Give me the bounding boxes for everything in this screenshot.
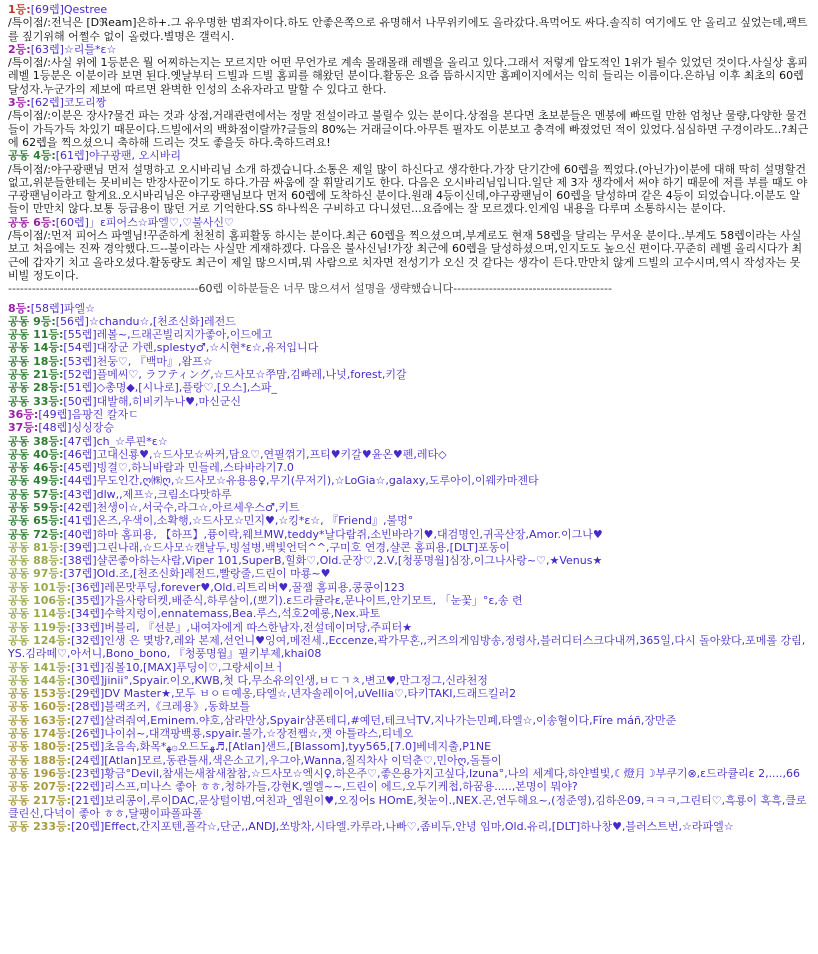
list-item <box>8 408 810 421</box>
guild-names: [48렙]싱싱장승 <box>38 421 115 435</box>
list-item <box>8 727 810 740</box>
rank-label: 공동 81등: <box>8 540 64 554</box>
guild-name: [69렙]Qestree <box>30 3 108 16</box>
list-item <box>8 315 810 328</box>
list-item <box>8 368 810 381</box>
guild-name: [60렙]」ε피어스☆파엘♡,♡불사신♡ <box>55 215 234 229</box>
rank-label: 공동 124등: <box>8 633 72 647</box>
rank-entry-description: /특이점/:먼저 피어스 파엘님!꾸준하게 천천히 홈피활동 하시는 분이다.최근 60렙을 찍으셨으며,부계로도 현재 58렙을 달리는 무서운 분이다..부계도 58렙이라는 사실 보고 처음에는 진짜 경악했다.드--불이라는 사실만 게재하겠다. 다음은 불사신님!가장 최근에 60렙을 달성하셨으며,인지도도 높으신 편이다.꾸준히 레벨 올리시다가 최근에 갑자기 치고 올라오셨다.활동량도 최근이 제일 많으시며,뭐 사람으로 치자면 전성기가 오신 것 같다는 생각이 든다.만만치 않게 드빌의 고수시며,역시 작성자는 못 비빌 정도이다. <box>8 229 803 282</box>
guild-names: [21렙]보리콩이,루이DAC,문상털이범,여친과_엠원이♥,오징어s HOmE,첫눈이.,NEX.곤,연두해요~,(정준영),김하은09,ㅋㅋㅋ,그린티♡,흑룡이 혹흑,클로클린신,다넉이 좋아 ㅎㅎ,달팽이파폴파폴 <box>8 793 807 820</box>
list-item <box>8 634 810 661</box>
list-item <box>8 607 810 620</box>
guild-name: [62렙]코도리짱 <box>30 96 107 110</box>
guild-names: [39렙]그린나래,☆드사모☆캔날두,빙설병,백빛언덕^^,구미호 연경,샬콘 홈피용,[DLT]포동이 <box>63 540 510 554</box>
guild-name: [61렙]야구광팬, 오시바리 <box>55 149 181 163</box>
rank-entry-description: /특이점/:사실 위에 1등분은 뭘 어찌하는지는 모르지만 어떤 무언가로 계속 몰래몰래 레벨을 올리고 있다.그래서 저렇게 압도적인 1위가 될수 있었던 것이다.사실상 홈피 레벨 1등분은 이분이라 보면 된다.옛날부터 드빌과 드빌 홈피를 해왔던 분이다.활동은 요즘 뜸하시지만 홈페이지에서는 익히 들리는 이름이다.은하님 이후 최초의 60렙 달성자.누군가의 제보에 따르면 완벽한 인성의 소유자라고 말할 수 있다고 한다. <box>8 56 808 96</box>
rank-label: 공동 88등: <box>8 554 64 568</box>
guild-names: [33렙]버블리, 『선분』,내여자에게 따스한남자,전설데이머당,주피터★ <box>71 620 413 634</box>
guild-names: [29렙]DV Master★,모두 ㅂㅇㅌ예옹,타엘☆,년자솔레이어,uVellia♡,타키TAKI,드래드킬러2 <box>71 687 517 701</box>
section-separator: ------------------------------------------------60렙 이하분들은 너무 많으셔서 설명을 생략했습니다---------------------------------------- <box>8 282 612 296</box>
rank-label: 3등: <box>8 96 31 110</box>
rank-label: 공동 59등: <box>8 500 64 514</box>
guild-names: [54렙]대장군 가렌,splesty♂,☆시현*ε☆,유저입니다 <box>63 341 319 355</box>
guild-names: [30렙]jinii°,Spyair.이오,KWB,첫 다,무소유의인생,ㅂㄷㄱㅊ,변고♥,만그정그,신라천정 <box>71 673 488 687</box>
guild-names: [20렙]Effect,간지포텐,폴각☆,단군,,ANDJ,쏘방차,시타엘.카루라,나빠♡,좀비두,안녕 임마,Old.유리,[DLT]하나창♥,블러스트번,☆라파엘☆ <box>71 820 734 834</box>
rank-label: 공동 72등: <box>8 527 64 541</box>
rank-label: 공동 233등: <box>8 820 72 834</box>
rank-label: 공동 4등: <box>8 149 56 163</box>
list-item <box>8 794 810 821</box>
list-item <box>8 754 810 767</box>
rank-entry-heading <box>8 216 810 229</box>
guild-names: [42렙]천생이☆,서국수,라그☆,아르세우스♂,키트 <box>63 500 300 514</box>
rank-label: 8등: <box>8 301 31 315</box>
guild-names: [56렙]☆chandu☆,[천조신화]레전드 <box>55 314 236 328</box>
rank-label: 공동 174등: <box>8 727 72 741</box>
guild-names: [51렙]◇총명◆,[시나로],플랑♡,[오스],스파_ <box>63 381 277 395</box>
list-item <box>8 700 810 713</box>
list-item <box>8 554 810 567</box>
list-item <box>8 780 810 793</box>
rank-label: 2등: <box>8 42 31 56</box>
list-item <box>8 581 810 594</box>
list-item <box>8 474 810 487</box>
guild-names: [34렙]수학지렁이,ennatemass,Bea.루스,석호2예롱,Nex.파토 <box>71 607 381 621</box>
guild-names: [49렙]음팡진 칼자ㄷ <box>38 407 139 421</box>
rank-entry-heading <box>8 96 810 109</box>
rank-label: 36등: <box>8 407 39 421</box>
rank-label: 공동 28등: <box>8 381 64 395</box>
list-item <box>8 435 810 448</box>
rank-label: 공동 153등: <box>8 687 72 701</box>
rank-entry-description: /특이점/:이분은 장사?물건 파는 것과 상점,거래관련에서는 정말 전설이라고 불릴수 있는 분이다.상점을 본다면 초보분들은 멘붕에 빠뜨릴 만한 엄청난 물량,다양한 물건들이 가득가득 차있기 때문이다.드빌에서의 백화점이랄까?글들의 80%는 거래글이다.아무튼 필자도 이분보고 충격에 빠졌었던 적이 있었다.심심하면 구경이라도..?최근에 62렙을 찍으셨으니 축하해 드리는 것도 좋을듯 하다.축하드려요! <box>8 109 809 149</box>
guild-names: [36렙]레몬맛푸딩,forever♥,Old.리트리버♥,꿀잼 홈피용,콩콩이123 <box>71 580 405 594</box>
rank-label: 공동 207등: <box>8 780 72 794</box>
list-item <box>8 421 810 434</box>
rank-label: 공동 160등: <box>8 700 72 714</box>
list-item <box>8 621 810 634</box>
guild-names: [24렙][Atlan]모르,동관틀새,색은소고기,우그아,Wanna,칠직차사 이덕춘♡,민아ღ,돌틀이 <box>71 753 502 767</box>
guild-names: [46렙]고대신룡♥,☆드사모☆싸커,담요♡,연필꺾기,프티♥키갈♥윤온♥펜,레타◇ <box>63 447 447 461</box>
guild-names: [31렙]짐볼10,[MAX]푸딩이♡,그랑세이브ㅓ <box>71 660 286 674</box>
rank-entry-heading <box>8 43 810 56</box>
list-item <box>8 461 810 474</box>
rank-label: 37등: <box>8 421 39 435</box>
list-item <box>8 514 810 527</box>
rank-label: 공동 57등: <box>8 487 64 501</box>
rank-label: 공동 6등: <box>8 215 56 229</box>
guild-names: [32렙]인생 은 몇방?,레와 본제,선언니♥잉여,메전세.,Eccenze,곽가무혼,,커즈의게임방송,정령사,블러디터스크다내꺼,365일,다시 돌아왔다,포메롤 강림,YS.김라떼♡,아서니,Bono_bono, 『청풍명월』필키부제,khai08 <box>8 633 806 661</box>
guild-names: [22렙]리스프,미나스 좋아 ㅎㅎ,청하가들,강현K,엘엘~~,드린이 에드,오두기케첩,하꿈용.....,본명이 뭐야? <box>71 780 578 794</box>
rank-label: 공동 49등: <box>8 474 64 488</box>
rank-label: 공동 40등: <box>8 447 64 461</box>
guild-names: [58렙]파엘☆ <box>30 301 96 315</box>
list-item <box>8 328 810 341</box>
list-item <box>8 714 810 727</box>
list-item <box>8 541 810 554</box>
rank-label: 공동 11등: <box>8 328 64 342</box>
list-item <box>8 740 810 753</box>
list-item <box>8 341 810 354</box>
guild-names: [41렙]온즈,우색이,소확행,☆드사모☆민지♥,☆킹*ε☆, 『Friend』,불멍° <box>63 514 414 528</box>
list-item <box>8 674 810 687</box>
rank-label: 공동 38등: <box>8 434 64 448</box>
rank-label: 공동 18등: <box>8 354 64 368</box>
list-item <box>8 820 810 833</box>
rank-label: 공동 97등: <box>8 567 64 581</box>
list-item <box>8 381 810 394</box>
rank-label: 공동 106등: <box>8 594 72 608</box>
guild-names: [37렙]Old.조,[천조신화]레전드,빨랑줄,드린이 마룡~♥ <box>63 567 331 581</box>
rank-label: 공동 163등: <box>8 713 72 727</box>
rank-entry-heading <box>8 149 810 162</box>
rank-label: 공동 14등: <box>8 341 64 355</box>
guild-names: [43렙]dlw,,제프☆,크림소다맛하루 <box>63 487 232 501</box>
list-item <box>8 567 810 580</box>
rank-label: 공동 101등: <box>8 580 72 594</box>
guild-names: [53렙]천둥♡, 『백마』,왐프☆ <box>63 354 213 368</box>
list-item <box>8 767 810 780</box>
guild-names: [52렙]플메씨♡, ラフティング,☆드사모☆쭈맘,김빠레,나넛,forest,키갈 <box>63 368 407 382</box>
rank-label: 공동 217등: <box>8 793 72 807</box>
list-item <box>8 355 810 368</box>
list-item <box>8 448 810 461</box>
rank-label: 공동 65등: <box>8 514 64 528</box>
rank-entry-description: /특이점/:야구광팬님 먼저 설명하고 오시바리님 소개 하겠습니다.소통은 제일 많이 하신다고 생각한다.가장 단기간에 60렙을 찍었다.(아닌가)이분에 대해 딱히 설명할건 없고,위분들한테는 못비비는 반장사꾼이기도 하다.가끔 싸움에 잘 휘말리기도 한다. 다음은 오시바리님입니다.일단 제 3자 생각에서 써야 하기 때문에 저를 부를 때도 야구광팬님이라고 할게요.오시바리님은 야구광팬님보다 먼저 60렙에 도착하신 분이다.원래 4등이신데,야구광팬님이 60렙을 달성하며 같은 4등이 되었습니다.이분도 알들이 만만치 않다.보통 등급용이 많던 거로 기억한다.SS 하나씩은 구비하고 다니셨던...요즘에는 잘 모르겠다.인게임 내용을 다루며 소통하시는 분이다. <box>8 162 808 216</box>
rank-label: 공동 119등: <box>8 620 72 634</box>
rank-label: 공동 188등: <box>8 753 72 767</box>
guild-names: [44렙]무도인간,ღ㈱ღ,☆드사모☆유용용♀,무기(무저기),☆LoGia☆,galaxy,도루아이,이웨카마젠타 <box>63 474 539 488</box>
rank-label: 공동 180등: <box>8 740 72 754</box>
guild-names: [23렙]황금°Devil,참새는새참새참참,☆드사모☆엑시♀,하은주♡,좋은용가지고싶다,Izuna°,나의 세계다,하얀별빛,☾燈月☽부쿠기⊗,ε드라큘리ε 2,....,66 <box>71 766 801 780</box>
guild-names: [27렙]살려줘여,Eminem.야호,삼라만상,Spyair샴폰테디,#예던,테크닉TV,지나가는민폐,타엘☆,이송혈이다,Fĭre máñ,장만준 <box>71 713 677 727</box>
guild-names: [55렙]레볼~,드래곤빌리지가좋아,이드에고 <box>63 328 273 342</box>
list-item <box>8 302 810 315</box>
rank-label: 공동 144등: <box>8 673 72 687</box>
guild-names: [47렙]ch_☆루핀*ε☆ <box>63 434 168 448</box>
guild-names: [35렙]가을사랑터켓,배준식,하루살이,(뽀기).ε드라큘라ε,문나이트,안기모트, 「눈꽃」°ε,송 련 <box>71 594 523 608</box>
guild-names: [28렙]블랙조커,《크레용》,동화보틀 <box>71 700 251 714</box>
rank-label: 공동 46등: <box>8 461 64 475</box>
list-item <box>8 594 810 607</box>
list-item <box>8 687 810 700</box>
rank-label: 공동 141등: <box>8 660 72 674</box>
guild-names: [50렙]대발해,히비키누나♥,마신군신 <box>63 394 241 408</box>
guild-names: [45렙]빙결♡,하늬바람과 민들레,스타바라기7.0 <box>63 461 294 475</box>
list-item <box>8 395 810 408</box>
guild-names: [40렙]하마 홈피용, 【하프】,퓽이락,웨브MW,teddy*날다람쥐,소빈바라기♥,대검명인,귀곡산장,Amor.이그나♥ <box>63 527 603 541</box>
rank-label: 공동 21등: <box>8 368 64 382</box>
rank-label: 공동 196등: <box>8 766 72 780</box>
rank-label: 1등: <box>8 3 31 16</box>
guild-names: [25렙]초음속,화목*ﻬ۞오드도ﻬ♬,[Atlan]샌드,[Blassom],tyy565,[7.0]베네지출,P1NE <box>71 740 492 754</box>
guild-names: [26렙]나이쉬~,대객팡백룡,spyair.불가,☆장전쨈☆,잿 아틀라스,티네오 <box>71 727 414 741</box>
list-item <box>8 528 810 541</box>
list-item <box>8 501 810 514</box>
rank-label: 공동 33등: <box>8 394 64 408</box>
rank-entry-description: /특이점/:전닉은 [Dℜeam]은하+.그 유우명한 범죄자이다.하도 안좋은쪽으로 유명해서 나무위키에도 올라갔다.욕먹어도 싸다.솔직히 여기에도 안 올리고 싶었는데,팩트를 짚기위해 어쩔수 없이 올렸다.별명은 갤럭시. <box>8 16 808 43</box>
list-item <box>8 661 810 674</box>
list-item <box>8 488 810 501</box>
rank-label: 공동 9등: <box>8 314 56 328</box>
rank-label: 공동 114등: <box>8 607 72 621</box>
guild-names: [38렙]샬콘좋아하는사람,Viper 101,SuperB,힐화♡,Old.군장♡,2.V,[청풍명월]심장,이그나사랑~♡,★Venus★ <box>63 554 603 568</box>
guild-name: [63렙]☆리틀*ε☆ <box>30 42 117 56</box>
rank-entry-heading <box>8 3 810 16</box>
